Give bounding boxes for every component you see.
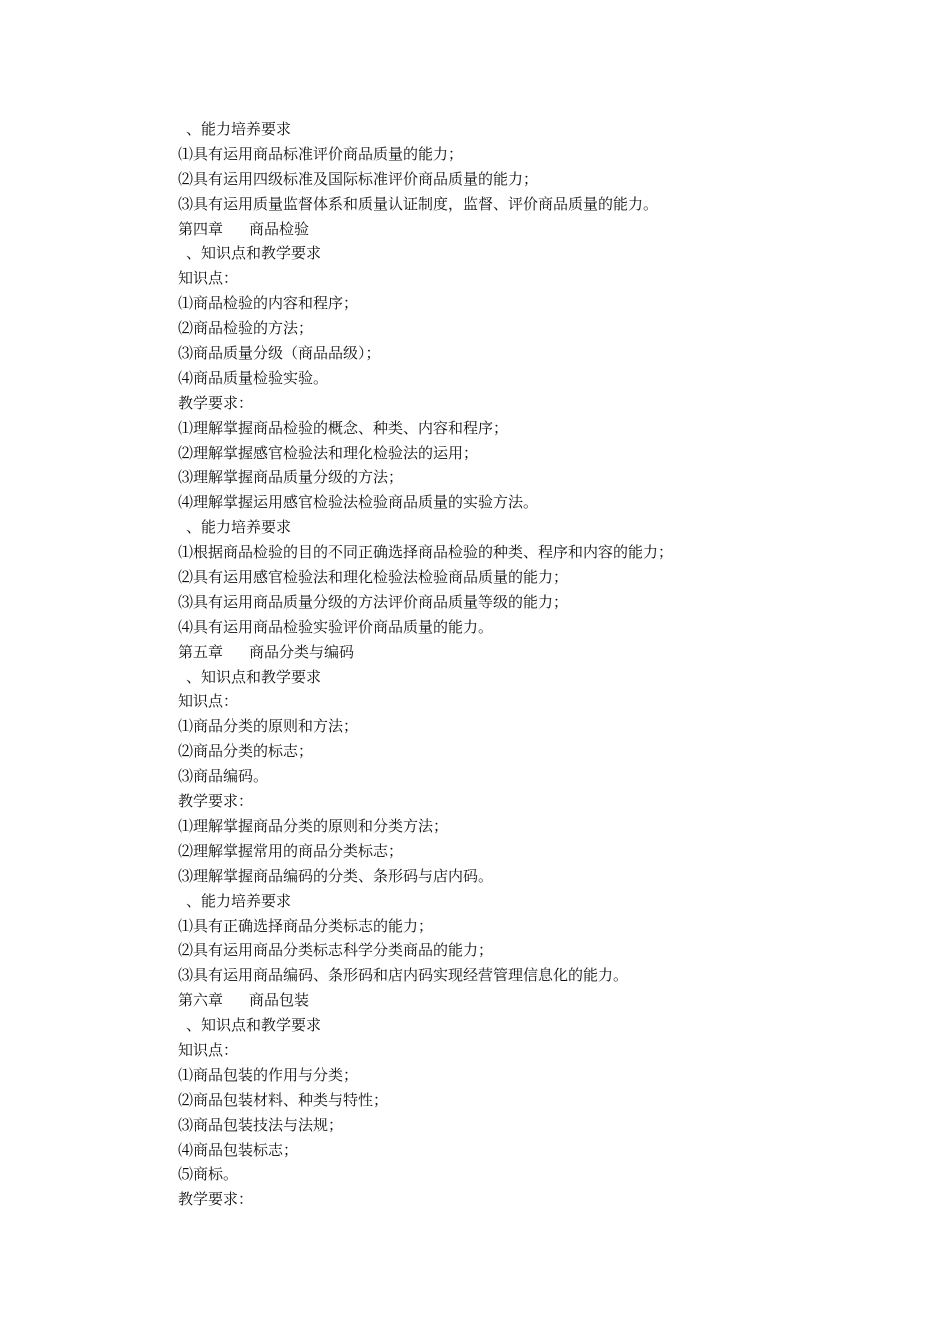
text-line: ⑶具有运用质量监督体系和质量认证制度，监督、评价商品质量的能力。 [178,194,659,213]
text-line: ⑸商标。 [178,1165,239,1184]
text-line: ⑴理解掌握商品分类的原则和分类方法； [178,816,449,835]
text-line: ⑴具有运用商品标准评价商品质量的能力； [178,144,464,163]
text-line: ⑷具有运用商品检验实验评价商品质量的能力。 [178,617,494,636]
chapter-number: 第五章 [178,642,224,661]
text-line: ⑵具有运用感官检验法和理化检验法检验商品质量的能力； [178,568,569,587]
text-line: ⑵商品包装材料、种类与特性； [178,1090,389,1109]
text-line: ⑵商品分类的标志； [178,742,314,761]
text-line: ⑷理解掌握运用感官检验法检验商品质量的实验方法。 [178,493,539,512]
chapter-heading [178,217,918,242]
chapter-heading [178,988,918,1013]
text-line: ⑶具有运用商品编码、条形码和店内码实现经营管理信息化的能力。 [178,966,629,985]
section-heading: 、能力培养要求 [186,518,292,537]
text-line: ⑵具有运用商品分类标志科学分类商品的能力； [178,941,494,960]
section-heading: 、能力培养要求 [186,120,292,138]
text-line: 知识点： [178,692,239,711]
text-line: ⑵商品检验的方法； [178,319,314,338]
text-line: ⑴根据商品检验的目的不同正确选择商品检验的种类、程序和内容的能力； [178,543,674,562]
text-line: ⑵理解掌握感官检验法和理化检验法的运用； [178,443,479,462]
text-line: 教学要求： [178,1190,254,1209]
document-body [178,117,918,1212]
text-line: ⑵理解掌握常用的商品分类标志； [178,841,404,860]
text-line: ⑶商品质量分级（商品品级）； [178,344,381,363]
text-line: ⑶商品包装技法与法规； [178,1115,344,1134]
chapter-title: 商品分类与编码 [249,642,355,661]
text-line: ⑴理解掌握商品检验的概念、种类、内容和程序； [178,418,509,437]
chapter-number: 第四章 [178,219,224,238]
chapter-title: 商品检验 [249,219,310,238]
text-line: ⑴商品分类的原则和方法； [178,717,359,736]
text-line: ⑴商品包装的作用与分类； [178,1065,359,1084]
text-line: ⑴具有正确选择商品分类标志的能力； [178,916,434,935]
text-line: ⑶理解掌握商品编码的分类、条形码与店内码。 [178,866,494,885]
section-heading: 、知识点和教学要求 [186,1016,322,1035]
text-line: 知识点： [178,1040,239,1059]
text-line: 教学要求： [178,393,254,412]
text-line: 教学要求： [178,792,254,811]
chapter-heading [178,640,918,665]
text-line: 知识点： [178,269,239,288]
text-line: ⑶商品编码。 [178,767,269,786]
text-line: ⑷商品包装标志； [178,1140,299,1159]
section-heading: 、知识点和教学要求 [186,667,322,686]
chapter-title: 商品包装 [249,991,310,1010]
text-line: ⑷商品质量检验实验。 [178,368,329,387]
text-line: ⑶具有运用商品质量分级的方法评价商品质量等级的能力； [178,592,569,611]
text-line: ⑵具有运用四级标准及国际标准评价商品质量的能力； [178,169,539,188]
section-heading: 、能力培养要求 [186,891,292,910]
chapter-number: 第六章 [178,991,224,1010]
text-line: ⑶理解掌握商品质量分级的方法； [178,468,404,487]
section-heading: 、知识点和教学要求 [186,244,322,263]
text-line: ⑴商品检验的内容和程序； [178,294,359,313]
